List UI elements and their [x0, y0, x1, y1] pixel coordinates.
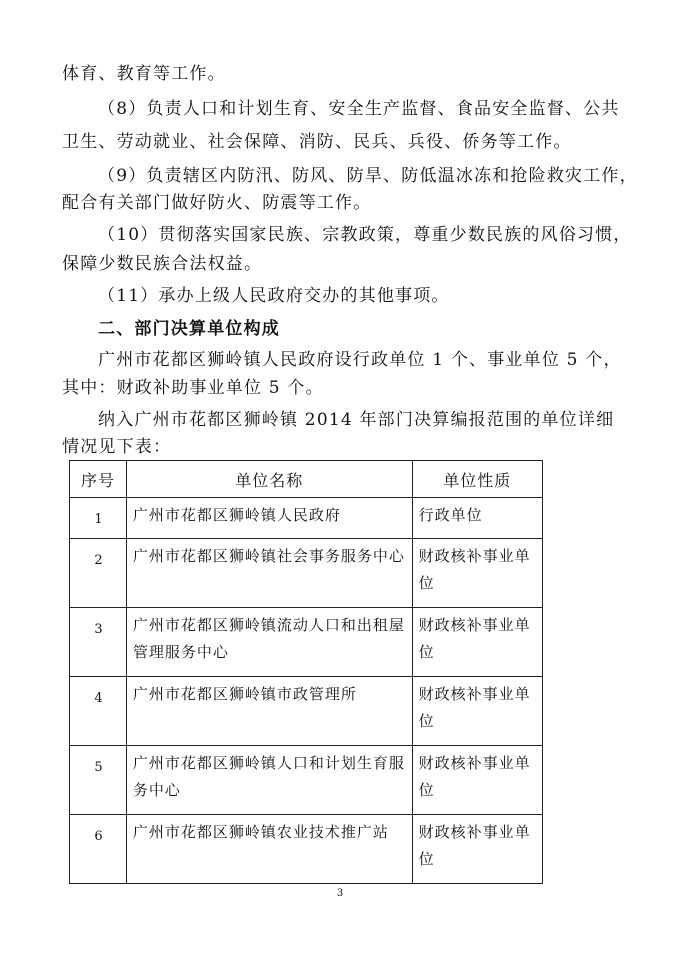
paragraph-line: 体育、教育等工作。 [62, 64, 226, 84]
table-row [70, 498, 543, 539]
paragraph-line: 保障少数民族合法权益。 [62, 254, 263, 274]
table-row [70, 677, 543, 746]
header-unit-type: 单位性质 [412, 461, 542, 498]
paragraph-line: 配合有关部门做好防火、防震等工作。 [62, 193, 372, 213]
table-row [70, 539, 543, 608]
table-row [70, 815, 543, 884]
cell-serial: 1 [70, 498, 127, 539]
cell-serial: 6 [70, 815, 127, 884]
paragraph-line: 其中：财政补助事业单位 5 个。 [62, 378, 324, 398]
cell-unit-type: 财政核补事业单位 [412, 539, 542, 608]
cell-unit-name: 广州市花都区狮岭镇人民政府 [126, 498, 412, 539]
table-row [70, 746, 543, 815]
cell-unit-type: 财政核补事业单位 [412, 608, 542, 677]
paragraph-line: （8）负责人口和计划生育、安全生产监督、食品安全监督、公共 [98, 99, 620, 119]
cell-unit-name: 广州市花都区狮岭镇流动人口和出租屋管理服务中心 [126, 608, 412, 677]
cell-serial: 3 [70, 608, 127, 677]
paragraph-line: （11）承办上级人民政府交办的其他事项。 [98, 286, 450, 306]
paragraph-line: 卫生、劳动就业、社会保障、消防、民兵、兵役、侨务等工作。 [62, 132, 572, 152]
paragraph-line: （10）贯彻落实国家民族、宗教政策，尊重少数民族的风俗习惯， [98, 225, 632, 245]
paragraph-line: （9）负责辖区内防汛、防风、防旱、防低温冰冻和抢险救灾工作， [98, 166, 638, 186]
section-heading: 二、部门决算单位构成 [98, 319, 280, 339]
cell-unit-type: 财政核补事业单位 [412, 746, 542, 815]
paragraph-line: 广州市花都区狮岭镇人民政府设行政单位 1 个、事业单位 5 个， [98, 350, 622, 370]
cell-serial: 2 [70, 539, 127, 608]
cell-unit-type: 财政核补事业单位 [412, 815, 542, 884]
page-number: 3 [336, 888, 344, 899]
paragraph-line: 情况见下表： [62, 437, 172, 457]
cell-unit-name: 广州市花都区狮岭镇市政管理所 [126, 677, 412, 746]
cell-unit-type: 财政核补事业单位 [412, 677, 542, 746]
header-unit-name: 单位名称 [126, 461, 412, 498]
cell-unit-name: 广州市花都区狮岭镇社会事务服务中心 [126, 539, 412, 608]
cell-serial: 5 [70, 746, 127, 815]
cell-unit-type: 行政单位 [412, 498, 542, 539]
table-row [70, 608, 543, 677]
table-header-row [70, 461, 543, 498]
cell-serial: 4 [70, 677, 127, 746]
header-serial: 序号 [70, 461, 127, 498]
cell-unit-name: 广州市花都区狮岭镇人口和计划生育服务中心 [126, 746, 412, 815]
paragraph-line: 纳入广州市花都区狮岭镇 2014 年部门决算编报范围的单位详细 [98, 410, 615, 430]
units-table [69, 460, 543, 884]
cell-unit-name: 广州市花都区狮岭镇农业技术推广站 [126, 815, 412, 884]
